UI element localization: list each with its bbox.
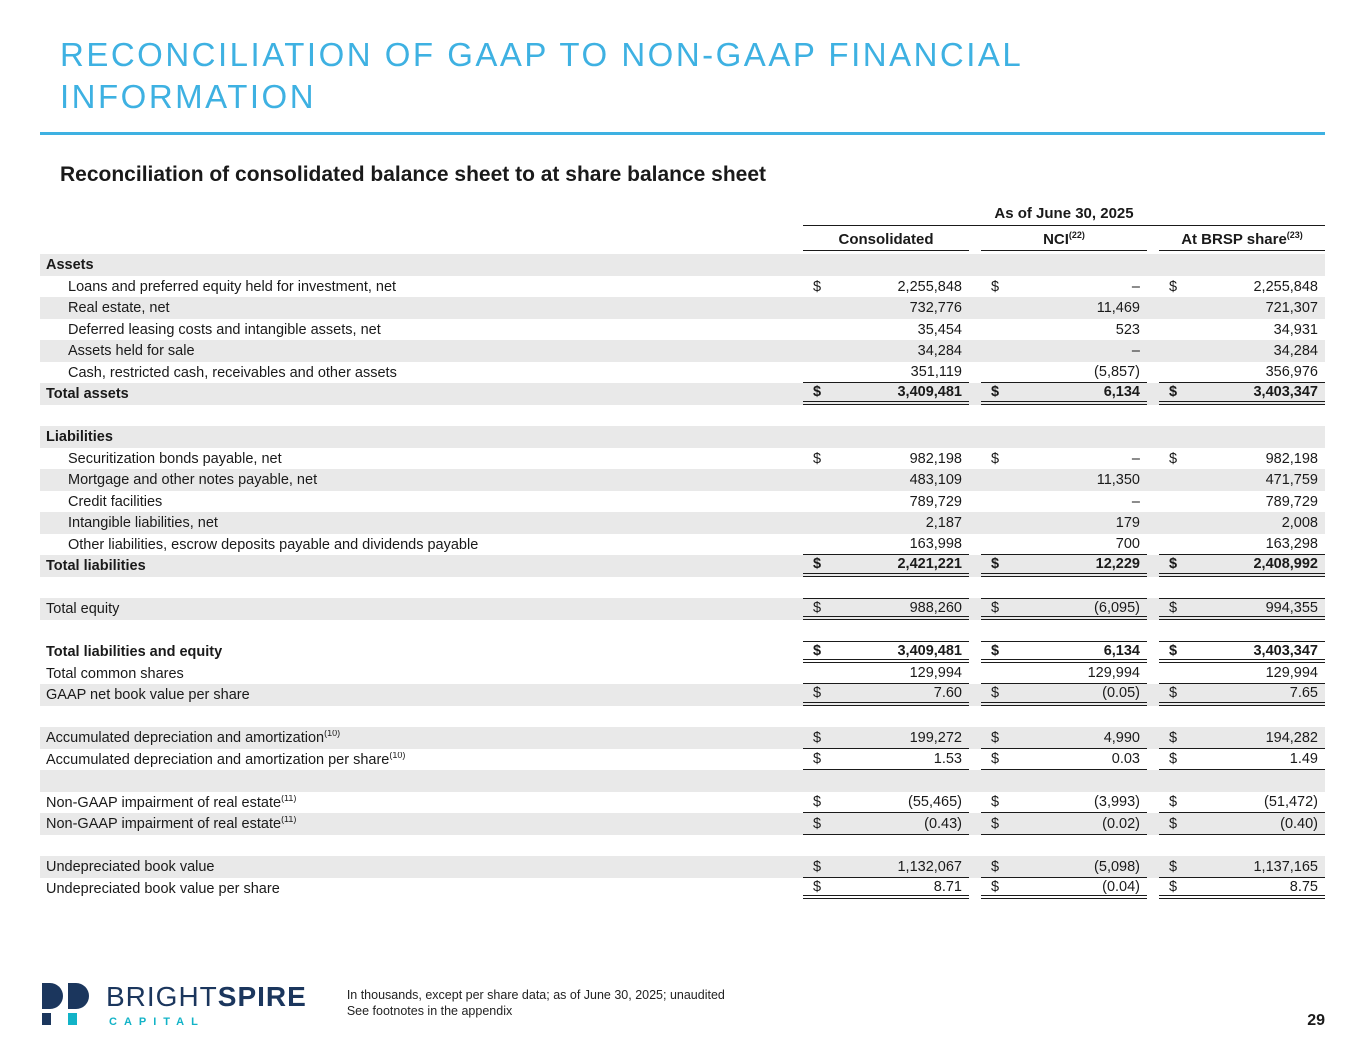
row-label: Total assets [46, 386, 129, 403]
row-label: Intangible liabilities, net [68, 515, 218, 532]
money-cell [981, 749, 1147, 771]
table-row [40, 340, 1325, 362]
dollar-sign: $ [813, 878, 822, 895]
table-row [40, 555, 1325, 577]
money-cell [981, 727, 1147, 749]
money-cell [803, 727, 969, 749]
money-cell [981, 512, 1147, 534]
spacer-row [40, 620, 1325, 642]
row-label: Liabilities [46, 429, 113, 446]
money-cell [803, 340, 969, 362]
money-cell [803, 512, 969, 534]
row-label: Non-GAAP impairment of real estate$^{(11)}$ [46, 794, 297, 811]
row-label: Undepreciated book value per share [46, 880, 280, 897]
page-title-line2: INFORMATION [60, 78, 317, 116]
money-cell [803, 663, 969, 685]
money-cell [1159, 878, 1325, 900]
column-header-label: At BRSP share [1181, 231, 1287, 249]
row-label: Accumulated depreciation and amortization$^{(10)}$ [46, 730, 341, 747]
money-cell [981, 555, 1147, 577]
money-cell [803, 383, 969, 405]
dollar-sign: $ [1169, 599, 1178, 616]
table-row [40, 383, 1325, 405]
row-label: Deferred leasing costs and intangible assets, net [68, 321, 381, 338]
cell-value: 0.03 [1111, 751, 1140, 768]
footnote-line1: In thousands, except per share data; as of June 30, 2025; unaudited [346, 988, 725, 1002]
dollar-sign: $ [1169, 858, 1178, 875]
money-cell [981, 469, 1147, 491]
brand-capital-label: CAPITAL [109, 1016, 205, 1028]
balance-table-body [40, 254, 1325, 899]
money-cell [981, 641, 1147, 663]
cell-value: (0.04) [1102, 878, 1140, 895]
money-cell [1159, 856, 1325, 878]
dollar-sign: $ [1169, 794, 1178, 811]
money-cell [803, 641, 969, 663]
money-cell [803, 297, 969, 319]
cell-value: 34,284 [917, 343, 962, 360]
cell-value: 2,255,848 [897, 278, 962, 295]
cell-value: 11,469 [1096, 300, 1140, 317]
table-row [40, 727, 1325, 749]
money-cell [1159, 792, 1325, 814]
money-cell [803, 319, 969, 341]
cell-value: (5,857) [1094, 364, 1140, 381]
cell-value: 2,008 [1281, 515, 1318, 532]
table-row [40, 512, 1325, 534]
table-row [40, 469, 1325, 491]
section-header-row [40, 254, 1325, 276]
footnote-ref: (11) [281, 816, 297, 825]
cell-value: – [1131, 450, 1140, 467]
page-title [60, 34, 1325, 118]
money-cell [1159, 813, 1325, 835]
money-cell [981, 383, 1147, 405]
cell-value: 6,134 [1103, 642, 1140, 659]
row-label: Loans and preferred equity held for investment, net [68, 278, 397, 295]
cell-value: (5,098) [1094, 858, 1140, 875]
money-cell [981, 856, 1147, 878]
cell-value: 2,421,221 [897, 556, 962, 573]
row-label: Mortgage and other notes payable, net [68, 472, 318, 489]
dollar-sign: $ [991, 642, 1000, 659]
cell-value: 356,976 [1265, 364, 1318, 381]
cell-value: 7.65 [1289, 685, 1318, 702]
cell-value: – [1131, 493, 1140, 510]
title-divider [40, 132, 1325, 135]
column-header-brsp-share [1159, 231, 1325, 251]
dollar-sign: $ [1169, 729, 1178, 746]
money-cell [981, 340, 1147, 362]
row-label: Assets held for sale [68, 343, 195, 360]
money-cell [981, 362, 1147, 384]
row-label: Total liabilities and equity [46, 644, 223, 661]
table-row [40, 641, 1325, 663]
money-cell [1159, 276, 1325, 298]
money-cell [981, 598, 1147, 620]
cell-value: 179 [1115, 515, 1140, 532]
dollar-sign: $ [1169, 815, 1178, 832]
money-cell [1159, 297, 1325, 319]
cell-value: (0.05) [1102, 685, 1140, 702]
date-header-text: As of June 30, 2025 [994, 205, 1134, 223]
cell-value: 1,137,165 [1253, 858, 1318, 875]
money-cell [1159, 663, 1325, 685]
cell-value: 35,454 [917, 321, 962, 338]
cell-value: 3,403,347 [1253, 642, 1318, 659]
cell-value: (6,095) [1094, 599, 1140, 616]
cell-value: 129,994 [909, 665, 962, 682]
table-row [40, 297, 1325, 319]
cell-value: 163,298 [1265, 536, 1318, 553]
table-row [40, 319, 1325, 341]
row-label: GAAP net book value per share [46, 687, 250, 704]
dollar-sign: $ [1169, 278, 1178, 295]
cell-value: 483,109 [909, 472, 962, 489]
money-cell [1159, 319, 1325, 341]
dollar-sign: $ [1169, 556, 1178, 573]
date-header [803, 205, 1325, 226]
row-label: Accumulated depreciation and amortization per share$^{(10)}$ [46, 751, 406, 768]
money-cell [1159, 641, 1325, 663]
cell-value: 3,403,347 [1253, 384, 1318, 401]
table-row [40, 448, 1325, 470]
dollar-sign: $ [991, 751, 1000, 768]
money-cell [1159, 512, 1325, 534]
dollar-sign: $ [991, 384, 1000, 401]
cell-value: 4,990 [1103, 729, 1140, 746]
dollar-sign: $ [991, 878, 1000, 895]
money-cell [981, 319, 1147, 341]
money-cell [1159, 598, 1325, 620]
spacer-row [40, 405, 1325, 427]
cell-value: 351,119 [910, 364, 962, 381]
cell-value: 1.49 [1289, 751, 1318, 768]
table-row [40, 792, 1325, 814]
money-cell [1159, 383, 1325, 405]
cell-value: 194,282 [1265, 729, 1318, 746]
cell-value: 523 [1115, 321, 1140, 338]
dollar-sign: $ [813, 729, 822, 746]
brightspire-logo-icon [40, 981, 92, 1027]
money-cell [803, 491, 969, 513]
header-spacer [40, 205, 791, 226]
table-row [40, 362, 1325, 384]
money-cell [981, 878, 1147, 900]
row-label: Cash, restricted cash, receivables and other assets [68, 364, 397, 381]
money-cell [1159, 749, 1325, 771]
dollar-sign: $ [991, 815, 1000, 832]
balance-sheet-table [40, 205, 1325, 899]
column-header-nci [981, 231, 1147, 251]
cell-value: (51,472) [1263, 794, 1318, 811]
cell-value: 199,272 [909, 729, 962, 746]
cell-value: 8.75 [1289, 878, 1318, 895]
cell-value: 163,998 [909, 536, 962, 553]
cell-value: 12,229 [1095, 556, 1140, 573]
footnote-ref: (11) [281, 794, 297, 803]
row-label: Undepreciated book value [46, 859, 215, 876]
money-cell [803, 362, 969, 384]
dollar-sign: $ [1169, 450, 1178, 467]
cell-value: – [1131, 278, 1140, 295]
cell-value: 721,307 [1265, 300, 1318, 317]
spacer-row [40, 577, 1325, 599]
money-cell [981, 276, 1147, 298]
table-date-header-row [40, 205, 1325, 226]
money-cell [1159, 362, 1325, 384]
money-cell [803, 469, 969, 491]
money-cell [981, 491, 1147, 513]
money-cell [1159, 491, 1325, 513]
row-label: Other liabilities, escrow deposits payable and dividends payable [68, 536, 479, 553]
dollar-sign: $ [1169, 878, 1178, 895]
header-spacer [40, 231, 791, 251]
money-cell [981, 534, 1147, 556]
cell-value: 700 [1115, 536, 1140, 553]
dollar-sign: $ [991, 794, 1000, 811]
dollar-sign: $ [991, 729, 1000, 746]
table-row [40, 684, 1325, 706]
brand-name-spire: SPIRE [217, 981, 307, 1012]
dollar-sign: $ [991, 599, 1000, 616]
dollar-sign: $ [813, 450, 822, 467]
cell-value: (3,993) [1094, 794, 1140, 811]
row-label: Non-GAAP impairment of real estate$^{(11)}$ [46, 816, 297, 833]
money-cell [1159, 555, 1325, 577]
dollar-sign: $ [813, 642, 822, 659]
dollar-sign: $ [813, 685, 822, 702]
cell-value: 982,198 [1265, 450, 1318, 467]
money-cell [981, 297, 1147, 319]
money-cell [803, 598, 969, 620]
brand-block [106, 981, 307, 1028]
page-title-line1: RECONCILIATION OF GAAP TO NON-GAAP FINANCIAL [60, 36, 1024, 73]
dollar-sign: $ [991, 858, 1000, 875]
dollar-sign: $ [813, 815, 822, 832]
dollar-sign: $ [813, 599, 822, 616]
money-cell [803, 856, 969, 878]
column-header-consolidated [803, 231, 969, 251]
dollar-sign: $ [813, 858, 822, 875]
column-header-label: NCI [1043, 231, 1069, 249]
money-cell [803, 448, 969, 470]
cell-value: 129,994 [1087, 665, 1140, 682]
cell-value: (0.40) [1280, 815, 1318, 832]
row-label: Assets [46, 257, 94, 274]
dollar-sign: $ [813, 278, 822, 295]
row-label: Total equity [46, 601, 120, 618]
cell-value: 34,284 [1273, 343, 1318, 360]
row-label: Credit facilities [68, 493, 163, 510]
table-row [40, 663, 1325, 685]
money-cell [1159, 684, 1325, 706]
cell-value: 2,255,848 [1253, 278, 1318, 295]
brand-name-bright: BRIGHT [106, 981, 218, 1012]
cell-value: – [1131, 343, 1140, 360]
cell-value: 732,776 [909, 300, 962, 317]
table-row [40, 813, 1325, 835]
row-label: Total common shares [46, 665, 184, 682]
money-cell [981, 792, 1147, 814]
column-header-footnote-ref: (22) [1068, 230, 1085, 241]
cell-value: 11,350 [1096, 472, 1140, 489]
cell-value: (0.43) [924, 815, 962, 832]
money-cell [1159, 469, 1325, 491]
cell-value: 2,187 [925, 515, 962, 532]
cell-value: 988,260 [909, 599, 962, 616]
table-column-header-row [40, 231, 1325, 251]
spacer-row [40, 835, 1325, 857]
table-row [40, 878, 1325, 900]
cell-value: 2,408,992 [1253, 556, 1318, 573]
footnote-ref: (10) [324, 730, 341, 739]
money-cell [981, 448, 1147, 470]
dollar-sign: $ [991, 450, 1000, 467]
dollar-sign: $ [813, 751, 822, 768]
money-cell [1159, 534, 1325, 556]
table-row [40, 598, 1325, 620]
spacer-row [40, 770, 1325, 792]
money-cell [981, 684, 1147, 706]
column-header-label: Consolidated [838, 231, 934, 249]
footnote-ref: (10) [389, 751, 406, 760]
footer [40, 981, 725, 1028]
cell-value: 471,759 [1265, 472, 1318, 489]
money-cell [803, 684, 969, 706]
money-cell [1159, 448, 1325, 470]
table-row [40, 276, 1325, 298]
slide [0, 34, 1365, 1029]
cell-value: 3,409,481 [897, 384, 962, 401]
footnote-line2: See footnotes in the appendix [346, 1004, 513, 1019]
cell-value: 982,198 [909, 450, 962, 467]
dollar-sign: $ [1169, 685, 1178, 702]
column-header-footnote-ref: (23) [1286, 230, 1303, 241]
money-cell [1159, 340, 1325, 362]
brand-name [106, 981, 307, 1013]
dollar-sign: $ [991, 685, 1000, 702]
spacer-row [40, 706, 1325, 728]
money-cell [803, 555, 969, 577]
dollar-sign: $ [813, 384, 822, 401]
row-label: Total liabilities [46, 558, 146, 575]
money-cell [981, 813, 1147, 835]
money-cell [803, 749, 969, 771]
cell-value: 789,729 [909, 493, 962, 510]
dollar-sign: $ [1169, 384, 1178, 401]
cell-value: (0.02) [1102, 815, 1140, 832]
money-cell [981, 663, 1147, 685]
cell-value: 3,409,481 [897, 642, 962, 659]
money-cell [803, 878, 969, 900]
section-header-row [40, 426, 1325, 448]
cell-value: 34,931 [1273, 321, 1318, 338]
table-row [40, 534, 1325, 556]
money-cell [803, 813, 969, 835]
cell-value: 8.71 [933, 878, 962, 895]
dollar-sign: $ [813, 794, 822, 811]
cell-value: 129,994 [1265, 665, 1318, 682]
cell-value: 1.53 [933, 751, 962, 768]
cell-value: 6,134 [1103, 384, 1140, 401]
table-row [40, 491, 1325, 513]
cell-value: 789,729 [1265, 493, 1318, 510]
dollar-sign: $ [991, 278, 1000, 295]
dollar-sign: $ [1169, 642, 1178, 659]
money-cell [803, 534, 969, 556]
table-row [40, 856, 1325, 878]
page-number: 29 [1307, 1012, 1325, 1029]
table-subtitle: Reconciliation of consolidated balance sheet to at share balance sheet [60, 163, 767, 187]
dollar-sign: $ [991, 556, 1000, 573]
footnote-block [347, 987, 725, 1020]
cell-value: (55,465) [907, 794, 962, 811]
cell-value: 994,355 [1265, 599, 1318, 616]
table-row [40, 749, 1325, 771]
row-label: Securitization bonds payable, net [68, 450, 282, 467]
cell-value: 7.60 [933, 685, 962, 702]
cell-value: 1,132,067 [897, 858, 962, 875]
dollar-sign: $ [813, 556, 822, 573]
money-cell [803, 792, 969, 814]
money-cell [803, 276, 969, 298]
row-label: Real estate, net [68, 300, 170, 317]
dollar-sign: $ [1169, 751, 1178, 768]
money-cell [1159, 727, 1325, 749]
